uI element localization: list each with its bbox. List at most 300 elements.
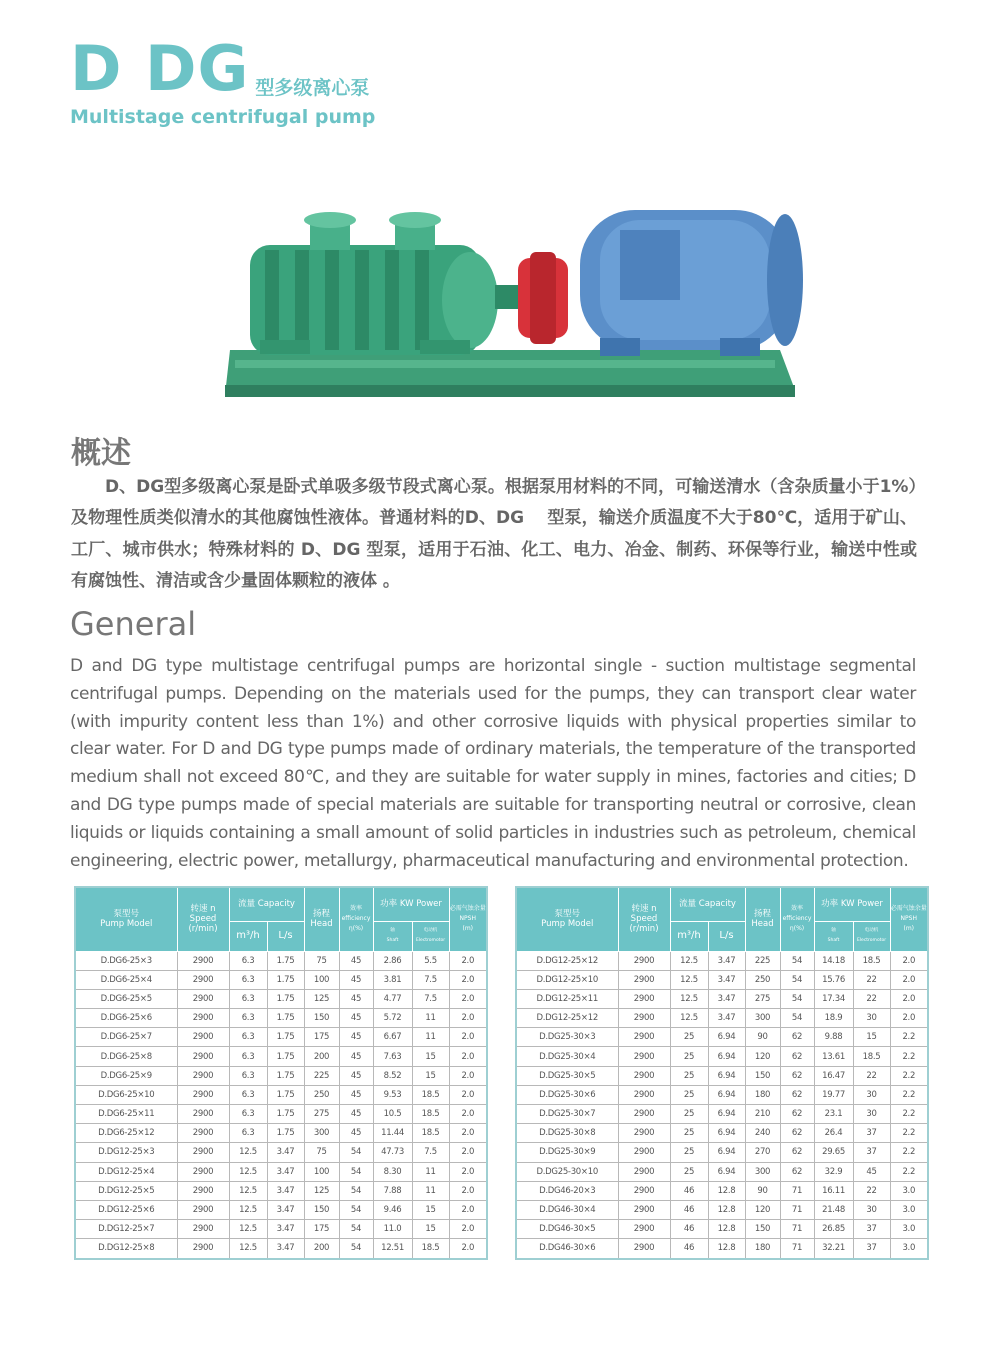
- table-cell: 1.75: [267, 1085, 304, 1104]
- table-row: [75, 1105, 487, 1124]
- table-cell: 16.47: [814, 1066, 853, 1085]
- table-cell: 4.77: [373, 989, 412, 1008]
- table-cell: 210: [745, 1105, 780, 1124]
- table-cell: 180: [745, 1085, 780, 1104]
- table-cell: 9.46: [373, 1200, 412, 1219]
- table-cell: 45: [339, 989, 373, 1008]
- table-cell: 2.0: [449, 1047, 487, 1066]
- spec-table-right-body: [516, 951, 928, 1259]
- col-power-header: 功率 KW Power: [373, 887, 449, 921]
- table-cell: 22: [853, 1066, 890, 1085]
- table-row: [516, 1105, 928, 1124]
- table-cell: 6.3: [229, 1028, 267, 1047]
- table-cell: 45: [339, 1066, 373, 1085]
- table-cell: 270: [745, 1143, 780, 1162]
- table-cell: 12.8: [708, 1181, 745, 1200]
- table-cell: 12.5: [229, 1239, 267, 1259]
- table-cell: D.DG6-25×4: [75, 970, 177, 989]
- table-cell: 2.0: [449, 970, 487, 989]
- table-row: [75, 989, 487, 1008]
- col-motor-header: 电动机 Electromotor: [853, 921, 890, 951]
- table-cell: 200: [304, 1239, 339, 1259]
- table-cell: 12.8: [708, 1239, 745, 1259]
- table-cell: 3.47: [708, 951, 745, 970]
- table-cell: 7.5: [412, 970, 449, 989]
- table-cell: 2.0: [449, 1124, 487, 1143]
- overview-heading-cn: 概述: [71, 436, 131, 471]
- table-cell: 175: [304, 1028, 339, 1047]
- table-cell: 2900: [618, 970, 670, 989]
- table-cell: D.DG6-25×9: [75, 1066, 177, 1085]
- table-cell: 2900: [618, 1220, 670, 1239]
- table-cell: 1.75: [267, 989, 304, 1008]
- table-cell: 180: [745, 1239, 780, 1259]
- table-row: [516, 1239, 928, 1259]
- table-cell: 71: [780, 1220, 814, 1239]
- col-npsh-header: 必需气蚀余量 NPSH (m): [449, 887, 487, 951]
- table-cell: 3.0: [890, 1200, 928, 1219]
- table-cell: 2.0: [449, 1143, 487, 1162]
- table-cell: 1.75: [267, 1105, 304, 1124]
- table-cell: 47.73: [373, 1143, 412, 1162]
- table-cell: 37: [853, 1220, 890, 1239]
- table-cell: 3.47: [267, 1200, 304, 1219]
- table-cell: 1.75: [267, 1009, 304, 1028]
- table-cell: D.DG25-30×10: [516, 1162, 618, 1181]
- col-head-header: 扬程 Head: [745, 887, 780, 951]
- table-row: [516, 1085, 928, 1104]
- table-cell: 225: [304, 1066, 339, 1085]
- table-cell: 3.47: [267, 1220, 304, 1239]
- table-cell: 3.0: [890, 1220, 928, 1239]
- table-cell: 75: [304, 1143, 339, 1162]
- title-row: [70, 32, 370, 105]
- table-cell: 13.61: [814, 1047, 853, 1066]
- table-cell: 2.0: [449, 1009, 487, 1028]
- table-cell: 150: [304, 1200, 339, 1219]
- table-row: [75, 1047, 487, 1066]
- table-cell: 9.53: [373, 1085, 412, 1104]
- table-cell: 25: [670, 1105, 708, 1124]
- table-cell: 25: [670, 1162, 708, 1181]
- table-cell: 32.9: [814, 1162, 853, 1181]
- table-cell: 2.0: [449, 1200, 487, 1219]
- table-row: [75, 951, 487, 970]
- table-cell: D.DG46-20×3: [516, 1181, 618, 1200]
- table-row: [516, 1009, 928, 1028]
- table-cell: 6.67: [373, 1028, 412, 1047]
- table-cell: 12.5: [229, 1220, 267, 1239]
- table-cell: 7.5: [412, 989, 449, 1008]
- table-cell: D.DG6-25×5: [75, 989, 177, 1008]
- table-cell: 29.65: [814, 1143, 853, 1162]
- table-cell: 6.3: [229, 989, 267, 1008]
- table-cell: 2.0: [449, 1105, 487, 1124]
- table-cell: 54: [339, 1162, 373, 1181]
- table-cell: D.DG6-25×12: [75, 1124, 177, 1143]
- table-cell: 54: [780, 1009, 814, 1028]
- table-cell: 125: [304, 1181, 339, 1200]
- table-row: [75, 1200, 487, 1219]
- table-cell: 62: [780, 1143, 814, 1162]
- table-cell: 21.48: [814, 1200, 853, 1219]
- col-m3h-header: m³/h: [670, 921, 708, 951]
- table-cell: 200: [304, 1047, 339, 1066]
- table-cell: 30: [853, 1200, 890, 1219]
- overview-text-cn: [71, 472, 917, 597]
- table-cell: 54: [780, 989, 814, 1008]
- col-shaft-header: 轴 Shaft: [814, 921, 853, 951]
- col-efficiency-header: 效率 efficiency η(%): [339, 887, 373, 951]
- table-cell: 18.5: [853, 951, 890, 970]
- table-cell: 2900: [177, 1124, 229, 1143]
- table-cell: 16.11: [814, 1181, 853, 1200]
- col-head-header: 扬程 Head: [304, 887, 339, 951]
- table-cell: 18.5: [412, 1239, 449, 1259]
- table-cell: 45: [339, 1105, 373, 1124]
- table-cell: 2900: [618, 1085, 670, 1104]
- table-cell: 300: [304, 1124, 339, 1143]
- table-cell: 37: [853, 1143, 890, 1162]
- table-cell: 2900: [177, 970, 229, 989]
- table-cell: 26.4: [814, 1124, 853, 1143]
- table-cell: 250: [745, 970, 780, 989]
- col-capacity-header: 流量 Capacity: [229, 887, 304, 921]
- table-cell: 26.85: [814, 1220, 853, 1239]
- table-cell: 275: [745, 989, 780, 1008]
- table-cell: 71: [780, 1200, 814, 1219]
- table-cell: 54: [339, 1143, 373, 1162]
- table-cell: 2.0: [449, 1220, 487, 1239]
- table-cell: 7.63: [373, 1047, 412, 1066]
- table-cell: 12.5: [670, 989, 708, 1008]
- table-cell: 6.94: [708, 1124, 745, 1143]
- table-cell: 11: [412, 1028, 449, 1047]
- page-title-cn: 型多级离心泵: [255, 77, 370, 99]
- table-cell: 2900: [618, 1143, 670, 1162]
- table-row: [516, 1066, 928, 1085]
- table-cell: 18.5: [853, 1047, 890, 1066]
- table-cell: 12.8: [708, 1200, 745, 1219]
- table-cell: 37: [853, 1239, 890, 1259]
- table-cell: 2.2: [890, 1124, 928, 1143]
- table-cell: 6.3: [229, 1105, 267, 1124]
- table-cell: 2900: [177, 1028, 229, 1047]
- table-cell: 25: [670, 1066, 708, 1085]
- table-row: [75, 1028, 487, 1047]
- table-cell: D.DG25-30×3: [516, 1028, 618, 1047]
- table-cell: 2.2: [890, 1028, 928, 1047]
- table-cell: 30: [853, 1085, 890, 1104]
- table-cell: 6.3: [229, 1009, 267, 1028]
- col-speed-header: 转速 n Speed (r/min): [618, 887, 670, 951]
- col-speed-header: 转速 n Speed (r/min): [177, 887, 229, 951]
- table-cell: D.DG46-30×5: [516, 1220, 618, 1239]
- table-cell: 25: [670, 1124, 708, 1143]
- table-cell: 300: [745, 1009, 780, 1028]
- table-cell: 2.0: [449, 1162, 487, 1181]
- table-cell: 2.0: [449, 1028, 487, 1047]
- table-cell: 11.0: [373, 1220, 412, 1239]
- table-row: [516, 1143, 928, 1162]
- table-cell: 46: [670, 1220, 708, 1239]
- table-cell: 2.2: [890, 1162, 928, 1181]
- table-cell: 2.0: [449, 1066, 487, 1085]
- general-text-en: D and DG type multistage centrifugal pumps are horizontal single - suction multistage segmental centrifugal pumps. Depending on the materials used for the pumps, they can transport clear water (with impurity content less than 1%) and other corrosive liquids with physical properties similar to clear water. For D and DG type pumps made of ordinary materials, the temperature of the transported medium shall not exceed 80℃, and they are suitable for water supply in mines, factories and cities; D and DG type pumps made of special materials are suitable for transporting neutral or corrosive, clean liquids or liquids containing a small amount of solid particles in industries such as petroleum, chemical engineering, electric power, metallurgy, pharmaceutical manufacturing and environmental protection.: [70, 656, 916, 871]
- table-cell: 62: [780, 1162, 814, 1181]
- table-cell: D.DG12-25×4: [75, 1162, 177, 1181]
- table-cell: 6.3: [229, 1124, 267, 1143]
- table-cell: 2.2: [890, 1047, 928, 1066]
- table-cell: D.DG25-30×7: [516, 1105, 618, 1124]
- table-cell: D.DG12-25×6: [75, 1200, 177, 1219]
- spec-table-right: [515, 886, 929, 1260]
- col-capacity-header: 流量 Capacity: [670, 887, 745, 921]
- col-ls-header: L/s: [708, 921, 745, 951]
- table-cell: 46: [670, 1181, 708, 1200]
- table-cell: 2900: [177, 1047, 229, 1066]
- table-cell: 32.21: [814, 1239, 853, 1259]
- table-cell: 45: [339, 1085, 373, 1104]
- table-cell: 2.2: [890, 1143, 928, 1162]
- table-cell: D.DG12-25×12: [516, 951, 618, 970]
- table-cell: 240: [745, 1124, 780, 1143]
- table-cell: 15.76: [814, 970, 853, 989]
- spec-table-left: [74, 886, 488, 1260]
- table-cell: 2900: [618, 1066, 670, 1085]
- table-cell: D.DG6-25×11: [75, 1105, 177, 1124]
- table-cell: 2900: [618, 951, 670, 970]
- table-cell: 30: [853, 1105, 890, 1124]
- table-cell: 2.0: [890, 1009, 928, 1028]
- pump-image: [220, 190, 810, 410]
- table-cell: 2.0: [449, 951, 487, 970]
- table-cell: 3.47: [708, 970, 745, 989]
- table-cell: 6.94: [708, 1066, 745, 1085]
- table-cell: 62: [780, 1066, 814, 1085]
- table-cell: 15: [412, 1220, 449, 1239]
- table-cell: D.DG25-30×6: [516, 1085, 618, 1104]
- table-cell: 75: [304, 951, 339, 970]
- table-cell: 1.75: [267, 1124, 304, 1143]
- table-cell: 1.75: [267, 1066, 304, 1085]
- table-cell: 3.47: [708, 989, 745, 1008]
- table-cell: 12.5: [229, 1200, 267, 1219]
- table-cell: D.DG46-30×6: [516, 1239, 618, 1259]
- table-cell: D.DG6-25×7: [75, 1028, 177, 1047]
- table-row: [75, 1124, 487, 1143]
- table-cell: 175: [304, 1220, 339, 1239]
- table-cell: 150: [745, 1220, 780, 1239]
- table-cell: 2900: [618, 1124, 670, 1143]
- table-cell: D.DG25-30×5: [516, 1066, 618, 1085]
- table-cell: 6.94: [708, 1047, 745, 1066]
- table-cell: 2.0: [890, 989, 928, 1008]
- table-cell: 22: [853, 989, 890, 1008]
- table-row: [516, 1124, 928, 1143]
- table-cell: 1.75: [267, 970, 304, 989]
- table-cell: 8.52: [373, 1066, 412, 1085]
- table-cell: 2900: [177, 1239, 229, 1259]
- table-cell: 15: [412, 1047, 449, 1066]
- table-cell: 2.0: [449, 1085, 487, 1104]
- table-cell: 62: [780, 1124, 814, 1143]
- table-cell: 6.3: [229, 1066, 267, 1085]
- table-cell: 3.47: [708, 1009, 745, 1028]
- table-cell: 62: [780, 1085, 814, 1104]
- table-row: [75, 1220, 487, 1239]
- table-cell: D.DG12-25×3: [75, 1143, 177, 1162]
- table-row: [516, 989, 928, 1008]
- table-cell: D.DG6-25×6: [75, 1009, 177, 1028]
- col-model-header: 泵型号 Pump Model: [75, 887, 177, 951]
- table-cell: 18.5: [412, 1105, 449, 1124]
- table-cell: 15: [853, 1028, 890, 1047]
- table-cell: 125: [304, 989, 339, 1008]
- table-cell: 54: [339, 1200, 373, 1219]
- table-cell: 2.86: [373, 951, 412, 970]
- table-cell: 45: [853, 1162, 890, 1181]
- table-cell: 12.5: [229, 1143, 267, 1162]
- table-row: [75, 970, 487, 989]
- table-row: [75, 1239, 487, 1259]
- table-cell: 62: [780, 1047, 814, 1066]
- table-cell: 25: [670, 1028, 708, 1047]
- table-cell: 1.75: [267, 1028, 304, 1047]
- table-cell: 6.94: [708, 1162, 745, 1181]
- table-cell: 150: [745, 1066, 780, 1085]
- col-npsh-header: 必需气蚀余量 NPSH (m): [890, 887, 928, 951]
- table-cell: D.DG25-30×4: [516, 1047, 618, 1066]
- table-row: [75, 1066, 487, 1085]
- table-cell: 6.94: [708, 1085, 745, 1104]
- table-cell: 2900: [618, 1200, 670, 1219]
- table-cell: 6.94: [708, 1143, 745, 1162]
- table-cell: 10.5: [373, 1105, 412, 1124]
- table-cell: 7.5: [412, 1143, 449, 1162]
- table-cell: 54: [780, 951, 814, 970]
- table-cell: 150: [304, 1009, 339, 1028]
- table-cell: 46: [670, 1239, 708, 1259]
- table-cell: 17.34: [814, 989, 853, 1008]
- table-cell: 2.0: [890, 951, 928, 970]
- table-cell: 12.51: [373, 1239, 412, 1259]
- table-cell: 62: [780, 1028, 814, 1047]
- table-row: [516, 1047, 928, 1066]
- table-row: [516, 1181, 928, 1200]
- table-cell: 2900: [177, 1181, 229, 1200]
- table-cell: 45: [339, 1047, 373, 1066]
- table-cell: 2900: [618, 1239, 670, 1259]
- table-cell: 15: [412, 1200, 449, 1219]
- table-cell: 11.44: [373, 1124, 412, 1143]
- table-cell: 6.3: [229, 1085, 267, 1104]
- table-cell: 3.47: [267, 1143, 304, 1162]
- table-cell: 300: [745, 1162, 780, 1181]
- table-cell: D.DG12-25×8: [75, 1239, 177, 1259]
- table-cell: 46: [670, 1200, 708, 1219]
- table-cell: 2900: [618, 1162, 670, 1181]
- table-cell: 6.94: [708, 1105, 745, 1124]
- table-cell: D.DG25-30×8: [516, 1124, 618, 1143]
- col-m3h-header: m³/h: [229, 921, 267, 951]
- table-cell: 19.77: [814, 1085, 853, 1104]
- table-cell: 25: [670, 1085, 708, 1104]
- table-cell: 18.5: [412, 1085, 449, 1104]
- table-cell: 2.0: [449, 989, 487, 1008]
- table-cell: 54: [339, 1220, 373, 1239]
- table-cell: 90: [745, 1028, 780, 1047]
- table-cell: D.DG12-25×11: [516, 989, 618, 1008]
- table-cell: 6.3: [229, 1047, 267, 1066]
- table-cell: 54: [339, 1239, 373, 1259]
- table-cell: 12.5: [670, 951, 708, 970]
- table-cell: 6.3: [229, 970, 267, 989]
- table-cell: 11: [412, 1181, 449, 1200]
- table-cell: 250: [304, 1085, 339, 1104]
- table-cell: 275: [304, 1105, 339, 1124]
- table-cell: 2900: [177, 1085, 229, 1104]
- table-cell: 225: [745, 951, 780, 970]
- table-row: [75, 1162, 487, 1181]
- table-cell: 8.30: [373, 1162, 412, 1181]
- table-cell: 9.88: [814, 1028, 853, 1047]
- table-cell: 100: [304, 1162, 339, 1181]
- table-cell: 71: [780, 1239, 814, 1259]
- table-cell: 45: [339, 1028, 373, 1047]
- col-ls-header: L/s: [267, 921, 304, 951]
- table-cell: 2900: [177, 1162, 229, 1181]
- table-cell: 2900: [177, 1220, 229, 1239]
- table-cell: 45: [339, 1009, 373, 1028]
- table-cell: 2900: [177, 1009, 229, 1028]
- table-cell: 2900: [618, 1028, 670, 1047]
- table-cell: 3.0: [890, 1239, 928, 1259]
- table-cell: 1.75: [267, 951, 304, 970]
- table-cell: 2900: [618, 1105, 670, 1124]
- table-row: [75, 1143, 487, 1162]
- table-cell: 3.47: [267, 1162, 304, 1181]
- table-cell: 2900: [177, 1066, 229, 1085]
- table-cell: 2900: [618, 1047, 670, 1066]
- table-cell: 90: [745, 1181, 780, 1200]
- col-motor-header: 电动机 Electromotor: [412, 921, 449, 951]
- table-cell: 2.0: [890, 970, 928, 989]
- table-cell: 6.94: [708, 1028, 745, 1047]
- table-cell: 11: [412, 1009, 449, 1028]
- table-cell: 2900: [177, 951, 229, 970]
- table-row: [516, 970, 928, 989]
- table-row: [516, 1162, 928, 1181]
- table-cell: 25: [670, 1143, 708, 1162]
- col-power-header: 功率 KW Power: [814, 887, 890, 921]
- table-cell: D.DG6-25×8: [75, 1047, 177, 1066]
- general-heading-en: General: [70, 605, 197, 643]
- table-row: [516, 1200, 928, 1219]
- table-cell: 12.5: [670, 970, 708, 989]
- table-cell: 22: [853, 1181, 890, 1200]
- table-cell: 2900: [177, 1143, 229, 1162]
- table-cell: 30: [853, 1009, 890, 1028]
- table-cell: 2.0: [449, 1239, 487, 1259]
- table-row: [75, 1181, 487, 1200]
- table-cell: D.DG12-25×7: [75, 1220, 177, 1239]
- table-cell: 14.18: [814, 951, 853, 970]
- table-cell: 45: [339, 1124, 373, 1143]
- table-cell: 54: [339, 1181, 373, 1200]
- table-cell: 2900: [177, 989, 229, 1008]
- table-cell: 2900: [177, 1200, 229, 1219]
